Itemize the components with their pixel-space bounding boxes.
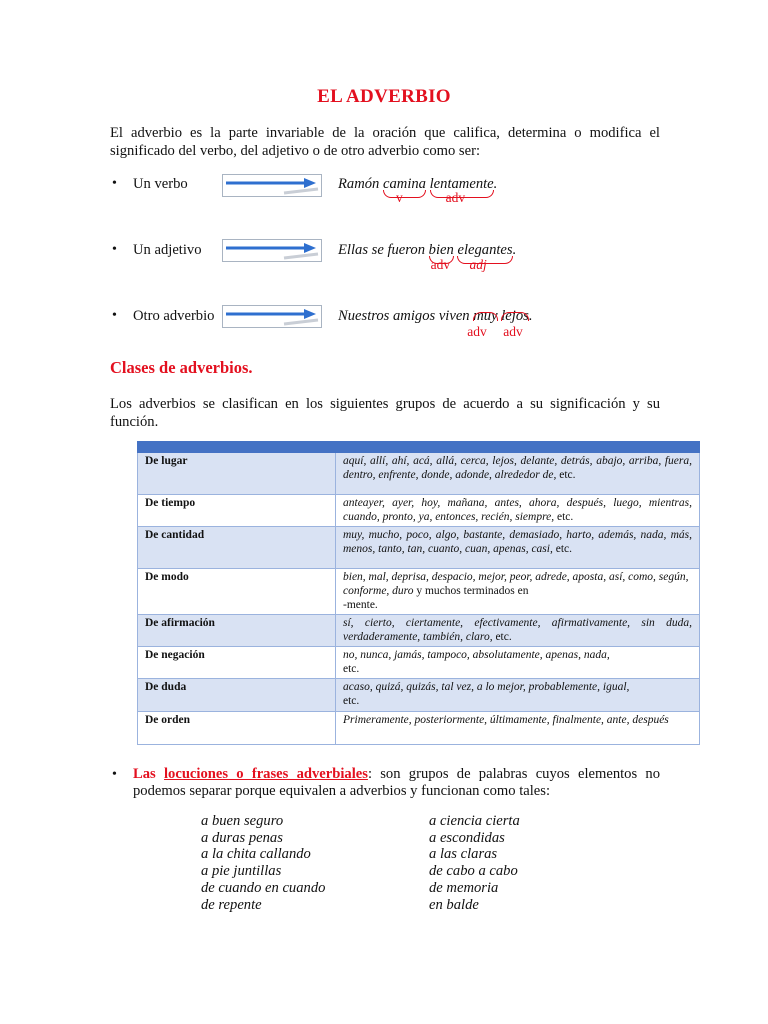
table-category: De lugar [138, 453, 336, 495]
list-item: a las claras [429, 846, 498, 863]
list-item: de cuando en cuando [201, 879, 326, 896]
list-item: a escondidas [429, 829, 505, 846]
example-word-adverb: bien [428, 242, 454, 258]
locuciones-paragraph: Las locuciones o frases adverbiales: son grupos de palabras cuyos elementos no podemos separar porque equivalen a adverbios y funcionan como tales: [133, 766, 661, 799]
adverb-classes-table [137, 441, 700, 745]
bullet-icon: • [112, 242, 117, 257]
intro-paragraph: El adverbio es la parte invariable de la oración que califica, determina o modifica el significado del verbo, del adjetivo o de otro adverbio como ser: [110, 125, 660, 159]
arrow-icon [222, 239, 324, 263]
annotation-adv: adv [430, 257, 451, 272]
table-row [138, 569, 700, 615]
table-category: De afirmación [138, 615, 336, 647]
table-category: De orden [138, 712, 336, 745]
table-row [138, 527, 700, 569]
locuciones-column-1 [201, 813, 325, 913]
example-label: Otro adverbio [133, 308, 215, 324]
example-word-adverb: muy [473, 308, 498, 324]
table-category: De negación [138, 647, 336, 679]
list-item: de cabo a cabo [429, 863, 518, 880]
arrow-icon [222, 305, 324, 329]
table-words: anteayer, ayer, hoy, mañana, antes, ahora, después, luego, mientras, cuando, pronto, ya, entonces, recién, siempre, etc. [336, 495, 700, 527]
section-heading: Clases de adverbios. [110, 358, 253, 377]
list-item: de memoria [429, 879, 499, 896]
list-item: a ciencia cierta [429, 813, 520, 829]
table-category: De duda [138, 679, 336, 712]
classes-intro: Los adverbios se clasifican en los siguientes grupos de acuerdo a su significación y su función. [110, 396, 660, 430]
list-item: a pie juntillas [201, 863, 282, 880]
table-category: De cantidad [138, 527, 336, 569]
arrow-icon [222, 174, 324, 198]
table-row [138, 615, 700, 647]
table-row [138, 712, 700, 745]
example-word-adjective: elegantes [457, 242, 513, 258]
list-item: en balde [429, 896, 479, 913]
example-word-adverb: lentamente [429, 176, 494, 192]
locuciones-term: locuciones o frases adverbiales [163, 766, 368, 782]
example-word-adverb: lejos [501, 308, 529, 324]
annotation-adv: adv [503, 324, 523, 339]
table-words: bien, mal, deprisa, despacio, mejor, peor, adrede, aposta, así, como, según, conforme, duro y muchos terminados en -mente. [336, 569, 700, 615]
table-category: De modo [138, 569, 336, 615]
list-item: a la chita callando [201, 846, 311, 863]
annotation-adv: adv [467, 324, 487, 339]
example-label: Un verbo [133, 176, 188, 192]
table-words: acaso, quizá, quizás, tal vez, a lo mejor, probablemente, igual, etc. [336, 679, 700, 712]
locuciones-column-2 [429, 813, 520, 913]
list-item: a buen seguro [201, 813, 284, 829]
table-words: Primeramente, posteriormente, últimamente, finalmente, ante, después [336, 712, 700, 745]
list-item: de repente [201, 896, 262, 913]
annotation-v: v [396, 190, 403, 205]
table-header-row [138, 442, 700, 453]
table-words: aquí, allí, ahí, acá, allá, cerca, lejos, delante, detrás, abajo, arriba, fuera, dentro, enfrente, donde, adonde, alrededor de, etc. [336, 453, 700, 495]
table-row [138, 679, 700, 712]
page-title: EL ADVERBIO [317, 86, 451, 107]
example-word-verb: camina [383, 176, 426, 192]
table-row [138, 647, 700, 679]
table-words: no, nunca, jamás, tampoco, absolutamente, apenas, nada, etc. [336, 647, 700, 679]
example-sentence: Ellas se fueron bien adv elegantes adj . [338, 242, 517, 272]
annotation-adj: adj [469, 257, 487, 272]
table-words: muy, mucho, poco, algo, bastante, demasiado, harto, además, nada, más, menos, tanto, tan, cuanto, cuan, apenas, casi, etc. [336, 527, 700, 569]
bullet-icon: • [112, 308, 117, 323]
example-sentence: Ramón camina v lentamente adv . [338, 176, 498, 205]
table-row [138, 453, 700, 495]
example-sentence: Nuestros amigos viven muy adv lejos adv . [338, 308, 533, 339]
bullet-icon: • [112, 176, 117, 191]
table-category: De tiempo [138, 495, 336, 527]
table-words: sí, cierto, ciertamente, efectivamente, afirmativamente, sin duda, verdaderamente, también, claro, etc. [336, 615, 700, 647]
table-row [138, 495, 700, 527]
bullet-icon: • [112, 767, 117, 782]
example-label: Un adjetivo [133, 242, 202, 258]
list-item: a duras penas [201, 829, 283, 846]
annotation-adv: adv [445, 190, 466, 205]
